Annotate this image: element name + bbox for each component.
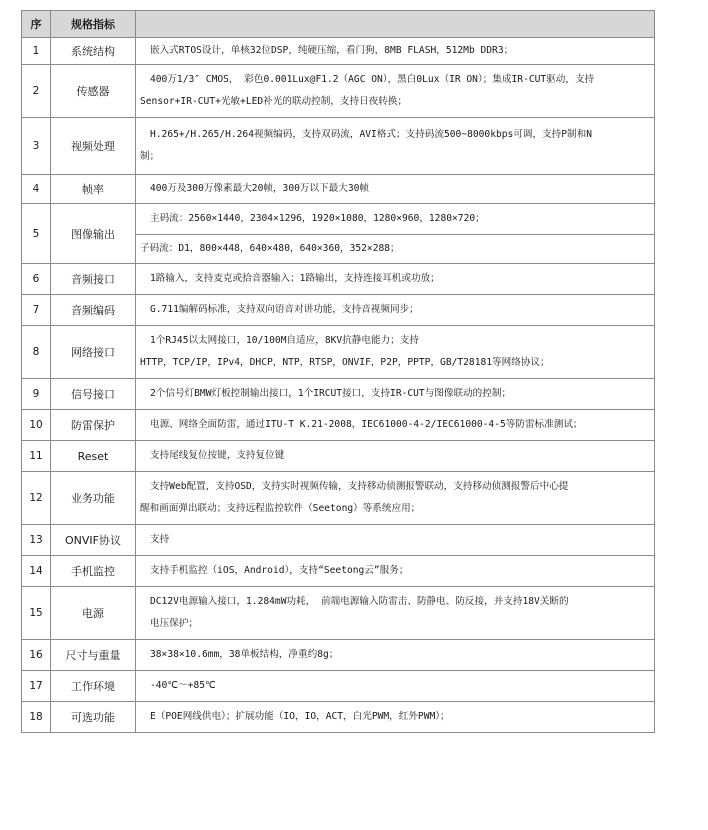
row-label: 音频编码 <box>51 295 136 326</box>
row-number: 3 <box>22 118 51 175</box>
row-value <box>136 175 655 204</box>
row-value <box>136 379 655 410</box>
row-value <box>136 525 655 556</box>
row-value <box>136 702 655 733</box>
table-row <box>22 295 655 326</box>
row-value-line: E（POE网线供电）；扩展功能（IO，IO，ACT，白光PWM，红外PWM）； <box>150 711 450 722</box>
header-spec: 规格指标 <box>51 11 136 38</box>
row-value-line: 制； <box>140 151 160 162</box>
table-row <box>22 204 655 235</box>
row-label: 业务功能 <box>51 472 136 525</box>
row-value-line: Sensor+IR-CUT+光敏+LED补光的联动控制，支持日夜转换； <box>140 96 408 107</box>
row-value <box>136 410 655 441</box>
row-number: 8 <box>22 326 51 379</box>
row-value <box>136 472 655 525</box>
row-value <box>136 671 655 702</box>
row-label: 电源 <box>51 587 136 640</box>
row-label: 系统结构 <box>51 38 136 65</box>
row-number: 16 <box>22 640 51 671</box>
table-row <box>22 702 655 733</box>
row-value <box>136 326 655 379</box>
row-value-line: 支持尾线复位按键，支持复位键 <box>150 450 285 461</box>
row-number: 5 <box>22 204 51 264</box>
table-row <box>22 587 655 640</box>
row-value-line: 支持手机监控（iOS，Android），支持“Seetong云”服务； <box>150 565 409 576</box>
table-row <box>22 441 655 472</box>
row-value-line: 电源、网络全面防雷，通过ITU-T K.21-2008，IEC61000-4-2/IEC61000-4-5等防雷标准测试； <box>150 419 583 430</box>
row-number: 4 <box>22 175 51 204</box>
row-value <box>136 640 655 671</box>
row-label: 音频接口 <box>51 264 136 295</box>
table-row <box>22 525 655 556</box>
table-row <box>22 556 655 587</box>
row-value-line: 电压保护； <box>150 618 198 629</box>
row-value-line: 醒和画面弹出联动；支持远程监控软件（Seetong）等系统应用； <box>140 503 421 514</box>
row-number: 15 <box>22 587 51 640</box>
row-value-line: 1路输入，支持麦克或拾音器输入；1路输出，支持连接耳机或功放； <box>150 273 440 284</box>
row-value-line: 1个RJ45以太网接口，10/100M自适应，8KV抗静电能力；支持 <box>150 335 419 346</box>
row-number: 9 <box>22 379 51 410</box>
table-row <box>22 379 655 410</box>
header-seq: 序 <box>22 11 51 38</box>
row-number: 7 <box>22 295 51 326</box>
row-value <box>136 295 655 326</box>
row-value <box>136 118 655 175</box>
table-row <box>22 671 655 702</box>
header-value <box>136 11 655 38</box>
table-header-row <box>22 11 655 38</box>
row-label: 工作环境 <box>51 671 136 702</box>
row-value-line: 支持 <box>150 534 170 545</box>
row-label: ONVIF协议 <box>51 525 136 556</box>
row-number: 12 <box>22 472 51 525</box>
row-value-line: 400万及300万像素最大20帧，300万以下最大30帧 <box>150 183 369 194</box>
row-value-line: 支持Web配置，支持OSD，支持实时视频传输，支持移动侦测报警联动，支持移动侦测报警后中心提 <box>150 481 569 492</box>
row-label: 网络接口 <box>51 326 136 379</box>
row-label: 防雷保护 <box>51 410 136 441</box>
table-row <box>22 326 655 379</box>
row-label: 图像输出 <box>51 204 136 264</box>
row-value-line: DC12V电源输入接口，1.284mW功耗， 前端电源输入防雷击、防静电、防反接，并支持18V关断的 <box>150 596 569 607</box>
row-value <box>136 587 655 640</box>
row-label: 传感器 <box>51 65 136 118</box>
row-value <box>136 235 655 264</box>
row-label: 可选功能 <box>51 702 136 733</box>
row-label: 信号接口 <box>51 379 136 410</box>
row-value-line: G.711编解码标准，支持双向语音对讲功能，支持音视频同步； <box>150 304 419 315</box>
row-label: 视频处理 <box>51 118 136 175</box>
table-row <box>22 65 655 118</box>
row-number: 14 <box>22 556 51 587</box>
row-number: 2 <box>22 65 51 118</box>
row-number: 13 <box>22 525 51 556</box>
row-label: 尺寸与重量 <box>51 640 136 671</box>
table-row <box>22 175 655 204</box>
spec-table <box>21 10 655 733</box>
table-row <box>22 38 655 65</box>
row-value <box>136 441 655 472</box>
row-label: Reset <box>51 441 136 472</box>
row-number: 17 <box>22 671 51 702</box>
row-number: 11 <box>22 441 51 472</box>
row-number: 1 <box>22 38 51 65</box>
row-value-line: 嵌入式RTOS设计，单核32位DSP，纯硬压缩，看门狗，8MB FLASH，512Mb DDR3； <box>150 45 514 56</box>
row-value-line: -40℃～+85℃ <box>150 680 216 691</box>
row-number: 6 <box>22 264 51 295</box>
row-label: 帧率 <box>51 175 136 204</box>
table-row <box>22 472 655 525</box>
row-value-line: 子码流：D1，800×448，640×480，640×360，352×288； <box>140 243 400 254</box>
table-row <box>22 640 655 671</box>
row-value-line: 2个信号灯BMW灯板控制输出接口，1个IRCUT接口，支持IR-CUT与图像联动的控制； <box>150 388 512 399</box>
row-value <box>136 204 655 235</box>
row-value-line: 主码流：2560×1440，2304×1296，1920×1080，1280×960，1280×720； <box>150 213 485 224</box>
row-value <box>136 38 655 65</box>
row-value <box>136 65 655 118</box>
row-value-line: HTTP，TCP/IP，IPv4，DHCP，NTP，RTSP，ONVIF，P2P，PPTP，GB/T28181等网络协议； <box>140 357 550 368</box>
row-number: 10 <box>22 410 51 441</box>
table-row <box>22 410 655 441</box>
table-row <box>22 264 655 295</box>
row-label: 手机监控 <box>51 556 136 587</box>
row-number: 18 <box>22 702 51 733</box>
row-value-line: 400万1/3″ CMOS， 彩色0.001Lux@F1.2（AGC ON），黑白0Lux（IR ON）；集成IR-CUT驱动，支持 <box>150 74 595 85</box>
row-value-line: H.265+/H.265/H.264视频编码，支持双码流，AVI格式；支持码流500~8000kbps可调，支持P制和N <box>150 129 593 140</box>
table-row <box>22 118 655 175</box>
row-value <box>136 264 655 295</box>
row-value-line: 38×38×10.6mm，38单板结构，净重约8g； <box>150 649 339 660</box>
row-value <box>136 556 655 587</box>
